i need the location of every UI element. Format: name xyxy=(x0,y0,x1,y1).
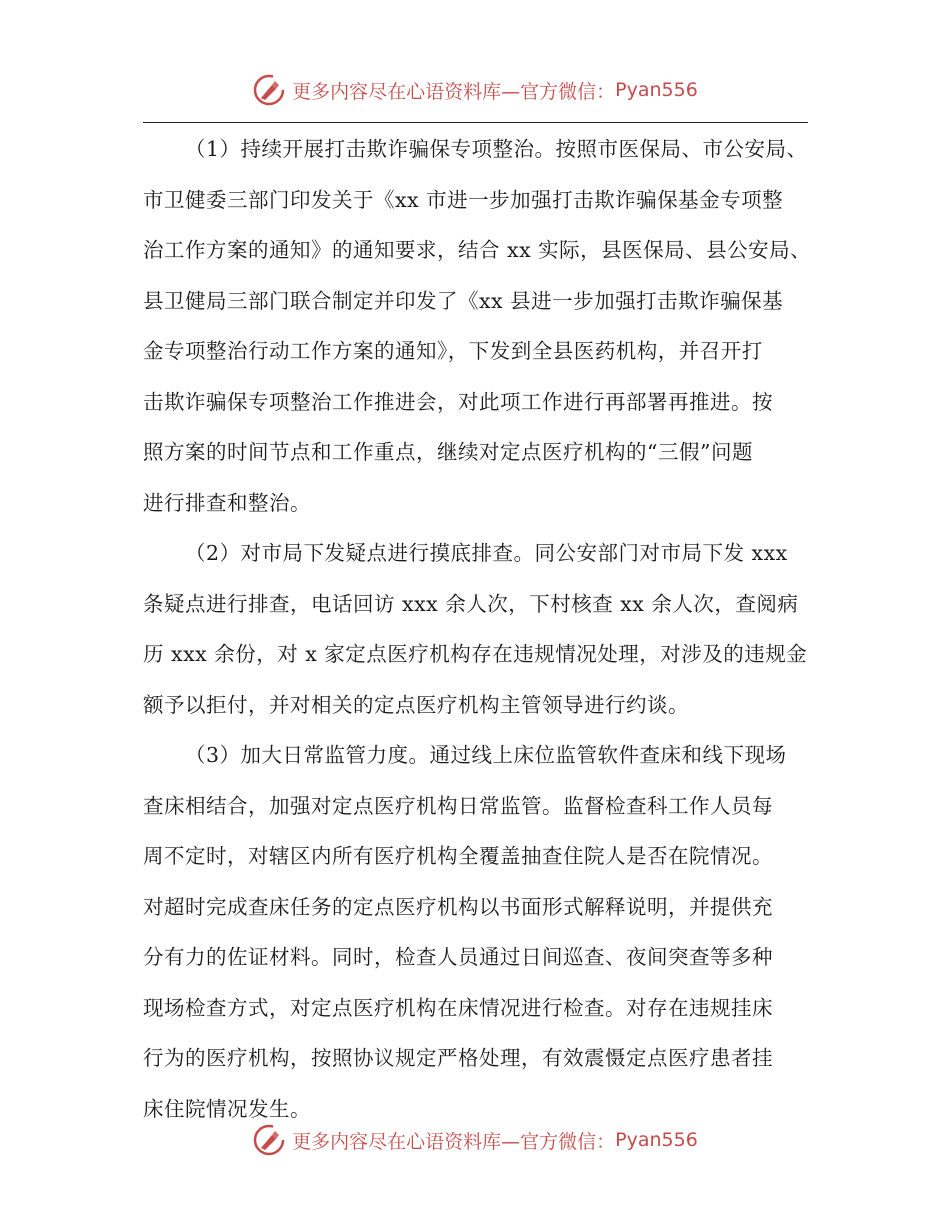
text-line: （2）对市局下发疑点进行摸底排查。同公安部门对市局下发 xxx xyxy=(185,541,788,565)
text-line: 床住院情况发生。 xyxy=(143,1096,311,1121)
text-line: 金专项整治行动工作方案的通知》，下发到全县医药机构，并召开打 xyxy=(143,339,763,363)
banner-brand-text: 更多内容尽在心语资料库—官方微信： xyxy=(292,80,616,103)
banner-account-id: Pyan556 xyxy=(615,79,698,101)
text-line: （1）持续开展打击欺诈骗保专项整治。按照市医保局、市公安局、 xyxy=(185,137,808,161)
text-line: 分有力的佐证材料。同时，检查人员通过日间巡查、夜间突查等多种 xyxy=(143,945,773,969)
text-line: 条疑点进行排查，电话回访 xxx 余人次，下村核查 xx 余人次，查阅病 xyxy=(143,591,799,616)
banner-account-id: Pyan556 xyxy=(615,1129,698,1151)
header-banner xyxy=(0,70,950,110)
footer-banner xyxy=(0,1120,950,1160)
text-line: 对超时完成查床任务的定点医疗机构以书面形式解释说明，并提供充 xyxy=(143,894,773,919)
paragraph-3 xyxy=(143,730,813,1134)
pen-nib-logo-icon xyxy=(252,1123,286,1157)
text-line: 现场检查方式，对定点医疗机构在床情况进行检查。对存在违规挂床 xyxy=(143,995,773,1020)
text-line: 查床相结合，加强对定点医疗机构日常监管。监督检查科工作人员每 xyxy=(143,793,773,818)
text-line: 历 xxx 余份，对 x 家定点医疗机构存在违规情况处理，对涉及的违规金 xyxy=(143,642,808,666)
text-line: 额予以拒付，并对相关的定点医疗机构主管领导进行约谈。 xyxy=(143,692,689,717)
text-line: 行为的医疗机构，按照协议规定严格处理，有效震慑定点医疗患者挂 xyxy=(143,1046,773,1070)
header-divider xyxy=(143,122,808,123)
pen-nib-logo-icon xyxy=(252,73,286,107)
text-line: 周不定时，对辖区内所有医疗机构全覆盖抽查住院人是否在院情况。 xyxy=(143,844,773,868)
text-line: 击欺诈骗保专项整治工作推进会，对此项工作进行再部署再推进。按 xyxy=(143,389,773,414)
text-line: 市卫健委三部门印发关于《xx 市进一步加强打击欺诈骗保基金专项整 xyxy=(143,187,784,212)
paragraph-1 xyxy=(143,124,813,528)
text-line: 照方案的时间节点和工作重点，继续对定点医疗机构的“三假”问题 xyxy=(143,440,753,464)
document-body xyxy=(143,124,813,1134)
text-line: （3）加大日常监管力度。通过线上床位监管软件查床和线下现场 xyxy=(185,743,787,767)
text-line: 县卫健局三部门联合制定并印发了《xx 县进一步加强打击欺诈骗保基 xyxy=(143,288,784,313)
banner-brand-text: 更多内容尽在心语资料库—官方微信： xyxy=(292,1130,616,1153)
paragraph-2 xyxy=(143,528,813,730)
text-line: 治工作方案的通知》的通知要求，结合 xx 实际，县医保局、县公安局、 xyxy=(143,238,812,262)
text-line: 进行排查和整治。 xyxy=(143,490,311,515)
